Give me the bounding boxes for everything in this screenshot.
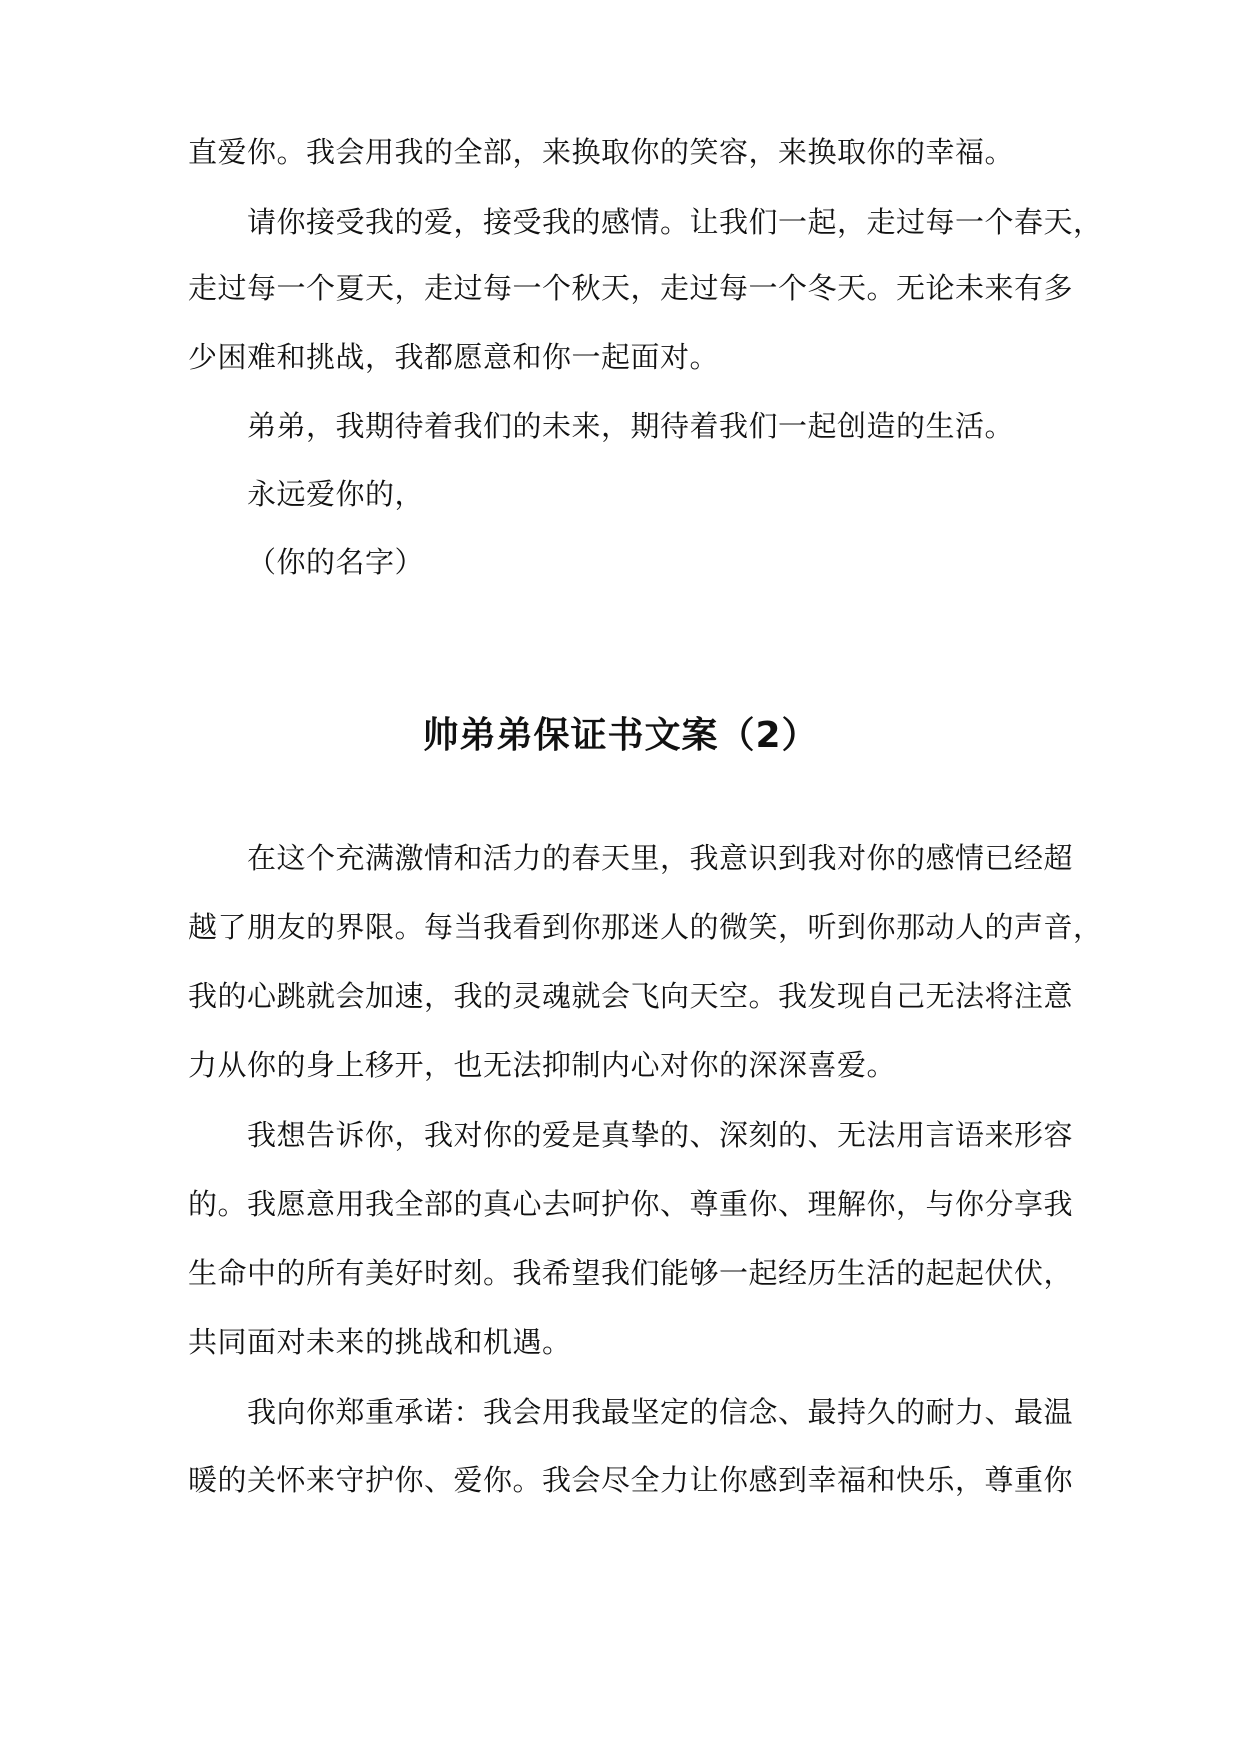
paragraph-line: 我向你郑重承诺：我会用我最坚定的信念、最持久的耐力、最温 [247, 1395, 1074, 1429]
paragraph-line: 请你接受我的爱，接受我的感情。让我们一起，走过每一个春天， [247, 205, 1103, 239]
paragraph-line: 在这个充满激情和活力的春天里，我意识到我对你的感情已经超 [247, 841, 1074, 875]
paragraph-line: 直爱你。我会用我的全部，来换取你的笑容，来换取你的幸福。 [188, 135, 1015, 169]
paragraph-line: 暖的关怀来守护你、爱你。我会尽全力让你感到幸福和快乐，尊重你 [188, 1463, 1074, 1497]
paragraph-line: 力从你的身上移开，也无法抑制内心对你的深深喜爱。 [188, 1048, 897, 1082]
paragraph-line: 的。我愿意用我全部的真心去呵护你、尊重你、理解你，与你分享我 [188, 1187, 1074, 1221]
paragraph-line: 我的心跳就会加速，我的灵魂就会飞向天空。我发现自己无法将注意 [188, 979, 1074, 1013]
section-title: 帅弟弟保证书文案（2） [422, 715, 819, 756]
paragraph-line: 共同面对未来的挑战和机遇。 [188, 1325, 572, 1359]
signature-placeholder: （你的名字） [247, 545, 425, 579]
closing-line: 永远爱你的， [247, 477, 425, 511]
paragraph-line: 我想告诉你，我对你的爱是真挚的、深刻的、无法用言语来形容 [247, 1118, 1074, 1152]
paragraph-line: 走过每一个夏天，走过每一个秋天，走过每一个冬天。无论未来有多 [188, 271, 1074, 305]
paragraph-line: 少困难和挑战，我都愿意和你一起面对。 [188, 340, 720, 374]
paragraph-line: 生命中的所有美好时刻。我希望我们能够一起经历生活的起起伏伏， [188, 1256, 1074, 1290]
paragraph-line: 弟弟，我期待着我们的未来，期待着我们一起创造的生活。 [247, 409, 1015, 443]
paragraph-line: 越了朋友的界限。每当我看到你那迷人的微笑，听到你那动人的声音， [188, 910, 1103, 944]
